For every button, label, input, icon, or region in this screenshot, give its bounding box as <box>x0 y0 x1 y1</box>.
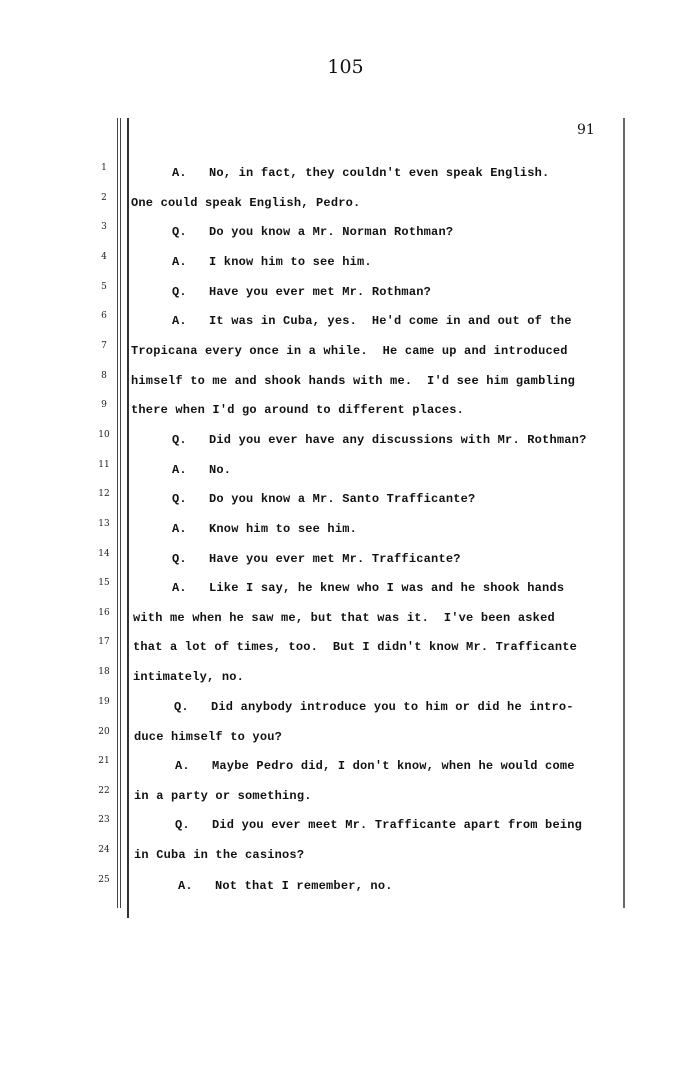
transcript-line: with me when he saw me, but that was it. I've been asked <box>133 611 555 625</box>
transcript-line: that a lot of times, too. But I didn't know Mr. Trafficante <box>133 640 578 654</box>
transcript-line: intimately, no. <box>133 670 245 684</box>
line-number: 11 <box>98 460 110 470</box>
line-number: 20 <box>98 727 110 737</box>
line-number: 10 <box>98 430 110 440</box>
transcript-line: Q. Do you know a Mr. Norman Rothman? <box>172 225 454 239</box>
transcript-line: Q. Did you ever meet Mr. Trafficante apart from being <box>175 818 583 832</box>
left-margin-rule <box>127 118 129 918</box>
line-number: 8 <box>101 371 107 381</box>
line-number: 24 <box>98 845 110 855</box>
transcript-line: One could speak English, Pedro. <box>131 196 361 210</box>
line-number: 7 <box>101 341 107 351</box>
line-number: 13 <box>98 519 110 529</box>
line-number: 9 <box>101 400 107 410</box>
transcript-line: Q. Did anybody introduce you to him or did he intro- <box>174 700 574 714</box>
page-number: 105 <box>327 56 364 78</box>
transcript-line: himself to me and shook hands with me. I'd see him gambling <box>131 374 576 388</box>
line-number: 15 <box>98 578 110 588</box>
line-number: 6 <box>101 311 107 321</box>
line-number: 25 <box>98 875 110 885</box>
right-margin-rule <box>623 118 625 908</box>
left-margin-rule <box>117 118 118 908</box>
line-number: 23 <box>98 815 110 825</box>
transcript-line: A. It was in Cuba, yes. He'd come in and out of the <box>172 314 572 328</box>
line-number: 4 <box>101 252 107 262</box>
transcript-line: duce himself to you? <box>134 730 283 744</box>
transcript-line: A. Like I say, he knew who I was and he shook hands <box>172 581 565 595</box>
transcript-line: Q. Do you know a Mr. Santo Trafficante? <box>172 492 476 506</box>
line-number: 22 <box>98 786 110 796</box>
transcript-line: A. Maybe Pedro did, I don't know, when he would come <box>175 759 575 773</box>
line-number: 12 <box>98 489 110 499</box>
line-number: 18 <box>98 667 110 677</box>
transcript-line: Tropicana every once in a while. He came up and introduced <box>131 344 568 358</box>
line-number: 21 <box>98 756 110 766</box>
transcript-line: A. Know him to see him. <box>172 522 358 536</box>
transcript-page-number: 91 <box>577 122 595 138</box>
transcript-line: Q. Have you ever met Mr. Trafficante? <box>172 552 461 566</box>
line-number: 3 <box>101 222 107 232</box>
transcript-line: Q. Have you ever met Mr. Rothman? <box>172 285 432 299</box>
transcript-line: Q. Did you ever have any discussions with Mr. Rothman? <box>172 433 587 447</box>
transcript-line: A. No, in fact, they couldn't even speak English. <box>172 166 550 180</box>
line-number: 2 <box>101 193 107 203</box>
transcript-line: in Cuba in the casinos? <box>134 848 305 862</box>
transcript-line: there when I'd go around to different places. <box>131 403 465 417</box>
transcript-line: A. Not that I remember, no. <box>178 879 393 893</box>
transcript-line: in a party or something. <box>134 789 312 803</box>
line-number: 5 <box>101 282 107 292</box>
line-number: 1 <box>101 163 107 173</box>
line-number: 16 <box>98 608 110 618</box>
left-margin-rule <box>120 118 121 908</box>
line-number: 14 <box>98 549 110 559</box>
transcript-line: A. No. <box>172 463 232 477</box>
transcript-line: A. I know him to see him. <box>172 255 372 269</box>
line-number: 17 <box>98 637 110 647</box>
line-number: 19 <box>98 697 110 707</box>
